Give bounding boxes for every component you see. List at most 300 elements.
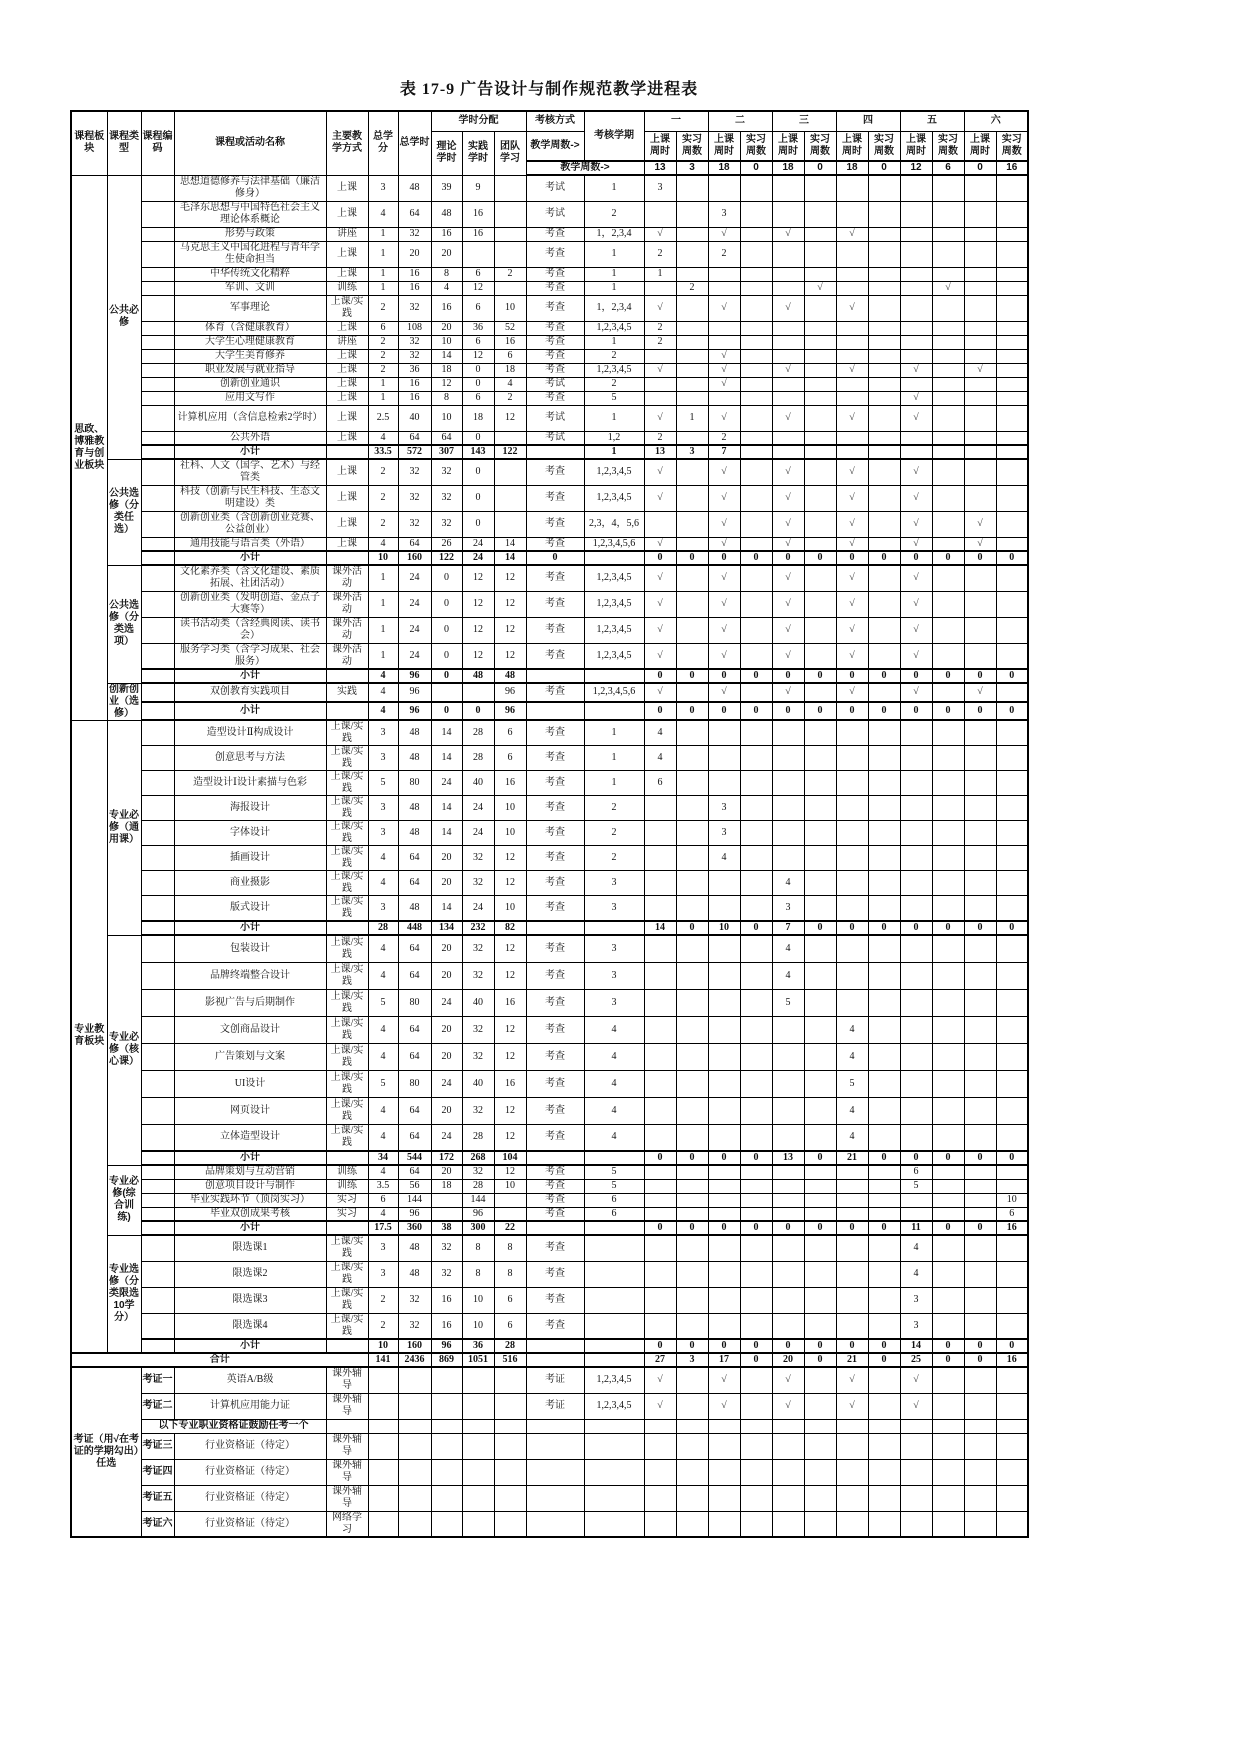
table-cell: 毕业双创成果考核	[174, 1207, 326, 1221]
empty-cell	[494, 1433, 526, 1459]
empty-cell	[964, 962, 996, 989]
empty-cell	[676, 1367, 708, 1393]
table-cell: 上课	[326, 405, 368, 431]
table-cell: 考查	[526, 935, 584, 962]
empty-cell	[804, 871, 836, 896]
empty-cell	[868, 1393, 900, 1419]
empty-cell	[868, 321, 900, 335]
page-title: 表 17-9 广告设计与制作规范教学进程表	[399, 81, 699, 98]
empty-cell	[644, 1459, 676, 1485]
empty-cell	[676, 565, 708, 591]
table-cell: √	[772, 683, 804, 702]
empty-cell	[708, 1313, 740, 1339]
empty-cell	[740, 935, 772, 962]
empty-cell	[708, 1433, 740, 1459]
empty-cell	[932, 431, 964, 445]
empty-cell	[932, 349, 964, 363]
empty-cell	[644, 1193, 676, 1207]
table-cell: 32	[462, 1097, 494, 1124]
table-cell: 134	[431, 921, 462, 935]
empty-cell	[584, 1353, 644, 1367]
empty-cell	[740, 1207, 772, 1221]
empty-cell	[584, 921, 644, 935]
table-cell: 3	[772, 896, 804, 922]
table-cell: 1,2,3,4,5,6	[584, 683, 644, 702]
empty-cell	[932, 405, 964, 431]
empty-cell	[900, 377, 932, 391]
empty-cell	[900, 871, 932, 896]
empty-cell	[584, 1459, 644, 1485]
table-cell: 1	[584, 267, 644, 281]
table-cell: 考查	[526, 391, 584, 405]
empty-cell	[996, 201, 1028, 227]
table-cell: 96	[462, 1207, 494, 1221]
table-cell: √	[964, 511, 996, 537]
empty-cell	[964, 643, 996, 669]
empty-cell	[740, 1097, 772, 1124]
empty-cell	[996, 1070, 1028, 1097]
table-cell: 小计	[174, 445, 326, 459]
table-cell: √	[708, 1393, 740, 1419]
empty-cell	[584, 669, 644, 683]
table-cell: 12	[494, 565, 526, 591]
empty-cell	[772, 1165, 804, 1179]
table-cell: 20	[431, 1097, 462, 1124]
table-cell: 0	[836, 1339, 868, 1353]
table-cell: 实习	[326, 1207, 368, 1221]
empty-cell	[584, 702, 644, 721]
empty-cell	[494, 459, 526, 485]
table-cell: 1	[368, 281, 398, 295]
empty-cell	[964, 1165, 996, 1179]
empty-cell	[932, 1393, 964, 1419]
empty-cell	[740, 281, 772, 295]
empty-cell	[932, 1070, 964, 1097]
empty-cell	[644, 896, 676, 922]
table-cell: 4	[644, 746, 676, 771]
table-cell: 教学周数->	[526, 131, 584, 161]
table-cell: 3	[584, 962, 644, 989]
table-cell: √	[644, 405, 676, 431]
empty-cell	[804, 771, 836, 796]
table-cell: 18	[431, 1179, 462, 1193]
table-cell: 32	[398, 485, 431, 511]
empty-cell	[141, 1261, 174, 1287]
empty-cell	[526, 1485, 584, 1511]
empty-cell	[526, 921, 584, 935]
table-cell: 104	[494, 1151, 526, 1165]
empty-cell	[964, 485, 996, 511]
empty-cell	[804, 405, 836, 431]
empty-cell	[494, 227, 526, 241]
table-cell: 10	[462, 1287, 494, 1313]
empty-cell	[708, 962, 740, 989]
table-cell: 28	[494, 1339, 526, 1353]
table-cell: 5	[584, 1165, 644, 1179]
empty-cell	[708, 281, 740, 295]
empty-cell	[526, 1459, 584, 1485]
table-cell: 科技（创新与民生科技、生态文明建设）类	[174, 485, 326, 511]
empty-cell	[804, 1235, 836, 1261]
table-cell: 12	[494, 643, 526, 669]
empty-cell	[141, 1207, 174, 1221]
table-cell: 0	[932, 1151, 964, 1165]
empty-cell	[740, 565, 772, 591]
table-cell: 0	[996, 1339, 1028, 1353]
empty-cell	[740, 335, 772, 349]
table-cell: 上课/实践	[326, 1313, 368, 1339]
table-cell: 12	[462, 643, 494, 669]
empty-cell	[900, 1459, 932, 1485]
empty-cell	[868, 1043, 900, 1070]
table-cell: 考证（用√在考证的学期勾出）任选	[71, 1367, 141, 1537]
table-cell: 实习	[326, 1193, 368, 1207]
table-cell: 1,2,3,4,5	[584, 363, 644, 377]
table-cell: 学时分配	[431, 111, 526, 131]
table-cell: 0	[868, 1353, 900, 1367]
table-cell: 0	[644, 669, 676, 683]
empty-cell	[141, 175, 174, 201]
table-cell: 考证三	[141, 1433, 174, 1459]
empty-cell	[141, 1097, 174, 1124]
empty-cell	[900, 771, 932, 796]
table-cell: 0	[868, 551, 900, 565]
empty-cell	[141, 896, 174, 922]
table-cell: 6	[932, 161, 964, 175]
empty-cell	[996, 846, 1028, 871]
table-cell: 训练	[326, 281, 368, 295]
empty-cell	[804, 485, 836, 511]
empty-cell	[494, 1511, 526, 1537]
empty-cell	[141, 720, 174, 746]
empty-cell	[584, 1261, 644, 1287]
empty-cell	[708, 1165, 740, 1179]
empty-cell	[900, 1124, 932, 1151]
table-cell: √	[964, 363, 996, 377]
empty-cell	[964, 267, 996, 281]
table-cell: 12	[462, 281, 494, 295]
table-cell: 考查	[526, 1313, 584, 1339]
table-cell: 6	[462, 335, 494, 349]
empty-cell	[644, 1261, 676, 1287]
table-cell: 0	[708, 702, 740, 721]
table-cell: 6	[494, 1287, 526, 1313]
table-cell: √	[644, 537, 676, 551]
table-cell: 32	[462, 846, 494, 871]
empty-cell	[932, 1165, 964, 1179]
empty-cell	[644, 1016, 676, 1043]
table-cell: 考试	[526, 405, 584, 431]
table-cell: 16	[431, 295, 462, 321]
table-cell: 0	[740, 921, 772, 935]
empty-cell	[996, 871, 1028, 896]
table-cell: 4	[836, 1097, 868, 1124]
empty-cell	[326, 1339, 368, 1353]
table-cell: √	[772, 617, 804, 643]
table-cell: √	[900, 391, 932, 405]
empty-cell	[836, 846, 868, 871]
table-cell: 16	[996, 1221, 1028, 1235]
empty-cell	[676, 335, 708, 349]
empty-cell	[900, 1043, 932, 1070]
empty-cell	[708, 1043, 740, 1070]
table-cell: 4	[900, 1235, 932, 1261]
table-cell: 2	[584, 796, 644, 821]
empty-cell	[996, 565, 1028, 591]
empty-cell	[462, 1367, 494, 1393]
empty-cell	[804, 746, 836, 771]
table-cell: 6	[996, 1207, 1028, 1221]
table-cell: 上课/实践	[326, 1043, 368, 1070]
empty-cell	[868, 1433, 900, 1459]
empty-cell	[740, 1393, 772, 1419]
empty-cell	[676, 391, 708, 405]
table-cell: 4	[368, 431, 398, 445]
empty-cell	[141, 871, 174, 896]
empty-cell	[494, 281, 526, 295]
empty-cell	[141, 537, 174, 551]
empty-cell	[526, 1221, 584, 1235]
table-cell: 12	[494, 591, 526, 617]
table-cell: 专业选修（分类限选10学分）	[107, 1235, 141, 1353]
empty-cell	[368, 1367, 398, 1393]
table-cell: 考证四	[141, 1459, 174, 1485]
table-cell: 3	[584, 896, 644, 922]
table-cell: 0	[804, 921, 836, 935]
table-cell: 训练	[326, 1179, 368, 1193]
empty-cell	[868, 591, 900, 617]
table-cell: √	[644, 459, 676, 485]
table-cell: 0	[900, 702, 932, 721]
table-cell: 商业摄影	[174, 871, 326, 896]
table-cell: 文创商品设计	[174, 1016, 326, 1043]
table-cell: 64	[398, 871, 431, 896]
table-cell: 16	[996, 1353, 1028, 1367]
empty-cell	[932, 565, 964, 591]
table-cell: 4	[368, 669, 398, 683]
table-cell: √	[708, 405, 740, 431]
empty-cell	[772, 241, 804, 267]
empty-cell	[868, 1261, 900, 1287]
table-cell: 4	[772, 871, 804, 896]
table-cell: 0	[462, 459, 494, 485]
empty-cell	[676, 431, 708, 445]
empty-cell	[996, 1511, 1028, 1537]
empty-cell	[900, 267, 932, 281]
table-cell: 上课	[326, 349, 368, 363]
table-cell: 108	[398, 321, 431, 335]
empty-cell	[708, 1179, 740, 1193]
empty-cell	[740, 537, 772, 551]
table-cell: 10	[368, 551, 398, 565]
empty-cell	[676, 821, 708, 846]
table-cell: 1,2,3,4,5,6	[584, 537, 644, 551]
table-cell: 122	[494, 445, 526, 459]
table-cell: 0	[804, 551, 836, 565]
empty-cell	[804, 846, 836, 871]
table-cell: 5	[584, 1179, 644, 1193]
empty-cell	[326, 551, 368, 565]
empty-cell	[644, 935, 676, 962]
empty-cell	[804, 796, 836, 821]
table-cell: 0	[676, 1339, 708, 1353]
table-cell: 0	[431, 702, 462, 721]
table-cell: 1	[676, 405, 708, 431]
empty-cell	[900, 445, 932, 459]
empty-cell	[868, 935, 900, 962]
table-cell: 上课	[326, 321, 368, 335]
table-cell: √	[644, 295, 676, 321]
empty-cell	[868, 431, 900, 445]
empty-cell	[772, 391, 804, 405]
empty-cell	[996, 1419, 1028, 1433]
table-cell: 总学分	[368, 111, 398, 175]
table-cell: 0	[804, 1339, 836, 1353]
table-cell: 上课/实践	[326, 821, 368, 846]
empty-cell	[964, 935, 996, 962]
table-cell: 小计	[174, 1151, 326, 1165]
table-cell: 516	[494, 1353, 526, 1367]
table-cell: 10	[494, 896, 526, 922]
empty-cell	[964, 1193, 996, 1207]
table-cell: 3.5	[368, 1179, 398, 1193]
table-cell: 16	[398, 377, 431, 391]
empty-cell	[900, 1193, 932, 1207]
table-cell: 1,2,3,4,5	[584, 565, 644, 591]
table-cell: √	[708, 363, 740, 377]
empty-cell	[996, 349, 1028, 363]
empty-cell	[900, 720, 932, 746]
empty-cell	[584, 1511, 644, 1537]
table-cell: 上课	[326, 391, 368, 405]
table-cell: 0	[676, 551, 708, 565]
table-cell: 24	[431, 771, 462, 796]
table-cell: 0	[740, 1151, 772, 1165]
table-cell: 创意思考与方法	[174, 746, 326, 771]
table-cell: 上课	[326, 431, 368, 445]
table-cell: 3	[644, 175, 676, 201]
empty-cell	[932, 1433, 964, 1459]
table-cell: 小计	[174, 551, 326, 565]
table-cell: 0	[836, 702, 868, 721]
empty-cell	[676, 1419, 708, 1433]
empty-cell	[141, 431, 174, 445]
table-cell: √	[708, 1367, 740, 1393]
table-cell: 考查	[526, 1193, 584, 1207]
empty-cell	[740, 511, 772, 537]
table-cell: 12	[494, 1165, 526, 1179]
empty-cell	[368, 1419, 398, 1433]
empty-cell	[804, 511, 836, 537]
table-cell: 122	[431, 551, 462, 565]
table-cell: 6	[584, 1193, 644, 1207]
table-cell: 考查	[526, 962, 584, 989]
table-cell: 0	[932, 669, 964, 683]
empty-cell	[836, 1313, 868, 1339]
empty-cell	[141, 295, 174, 321]
empty-cell	[996, 643, 1028, 669]
empty-cell	[804, 1287, 836, 1313]
empty-cell	[868, 335, 900, 349]
table-cell: 4	[772, 935, 804, 962]
empty-cell	[772, 1097, 804, 1124]
empty-cell	[141, 267, 174, 281]
empty-cell	[326, 1419, 368, 1433]
table-cell: 48	[398, 746, 431, 771]
empty-cell	[740, 391, 772, 405]
table-cell: 12	[462, 591, 494, 617]
table-cell: 4	[708, 846, 740, 871]
table-cell: √	[964, 537, 996, 551]
table-cell: 创新创业通识	[174, 377, 326, 391]
empty-cell	[772, 1511, 804, 1537]
empty-cell	[772, 1459, 804, 1485]
table-cell: 82	[494, 921, 526, 935]
empty-cell	[836, 821, 868, 846]
empty-cell	[676, 935, 708, 962]
empty-cell	[804, 241, 836, 267]
table-cell: 2	[368, 485, 398, 511]
empty-cell	[141, 377, 174, 391]
table-cell: 课外活动	[326, 591, 368, 617]
empty-cell	[900, 335, 932, 349]
table-cell: 64	[398, 1097, 431, 1124]
empty-cell	[526, 445, 584, 459]
empty-cell	[326, 1221, 368, 1235]
empty-cell	[141, 335, 174, 349]
empty-cell	[676, 363, 708, 377]
table-cell: 32	[398, 1287, 431, 1313]
empty-cell	[900, 746, 932, 771]
empty-cell	[964, 1207, 996, 1221]
table-cell: √	[836, 295, 868, 321]
empty-cell	[996, 281, 1028, 295]
table-cell: √	[836, 363, 868, 377]
table-cell: 2	[368, 335, 398, 349]
empty-cell	[740, 771, 772, 796]
empty-cell	[644, 1419, 676, 1433]
empty-cell	[868, 1511, 900, 1537]
empty-cell	[964, 201, 996, 227]
table-cell: 3	[368, 821, 398, 846]
table-cell: 12	[462, 349, 494, 363]
empty-cell	[964, 1485, 996, 1511]
table-cell: 四	[836, 111, 900, 131]
empty-cell	[900, 281, 932, 295]
empty-cell	[932, 1016, 964, 1043]
table-cell: 考查	[526, 335, 584, 349]
table-cell: 48	[398, 896, 431, 922]
empty-cell	[676, 459, 708, 485]
table-cell: √	[772, 537, 804, 551]
table-cell: 80	[398, 1070, 431, 1097]
empty-cell	[868, 1419, 900, 1433]
empty-cell	[868, 746, 900, 771]
empty-cell	[772, 377, 804, 391]
empty-cell	[900, 846, 932, 871]
empty-cell	[900, 1097, 932, 1124]
table-cell: 立体造型设计	[174, 1124, 326, 1151]
empty-cell	[644, 1097, 676, 1124]
table-cell: 10	[368, 1339, 398, 1353]
empty-cell	[804, 349, 836, 363]
empty-cell	[868, 1124, 900, 1151]
empty-cell	[900, 1511, 932, 1537]
empty-cell	[804, 227, 836, 241]
empty-cell	[804, 683, 836, 702]
table-cell: 上课/实践	[326, 746, 368, 771]
empty-cell	[740, 683, 772, 702]
